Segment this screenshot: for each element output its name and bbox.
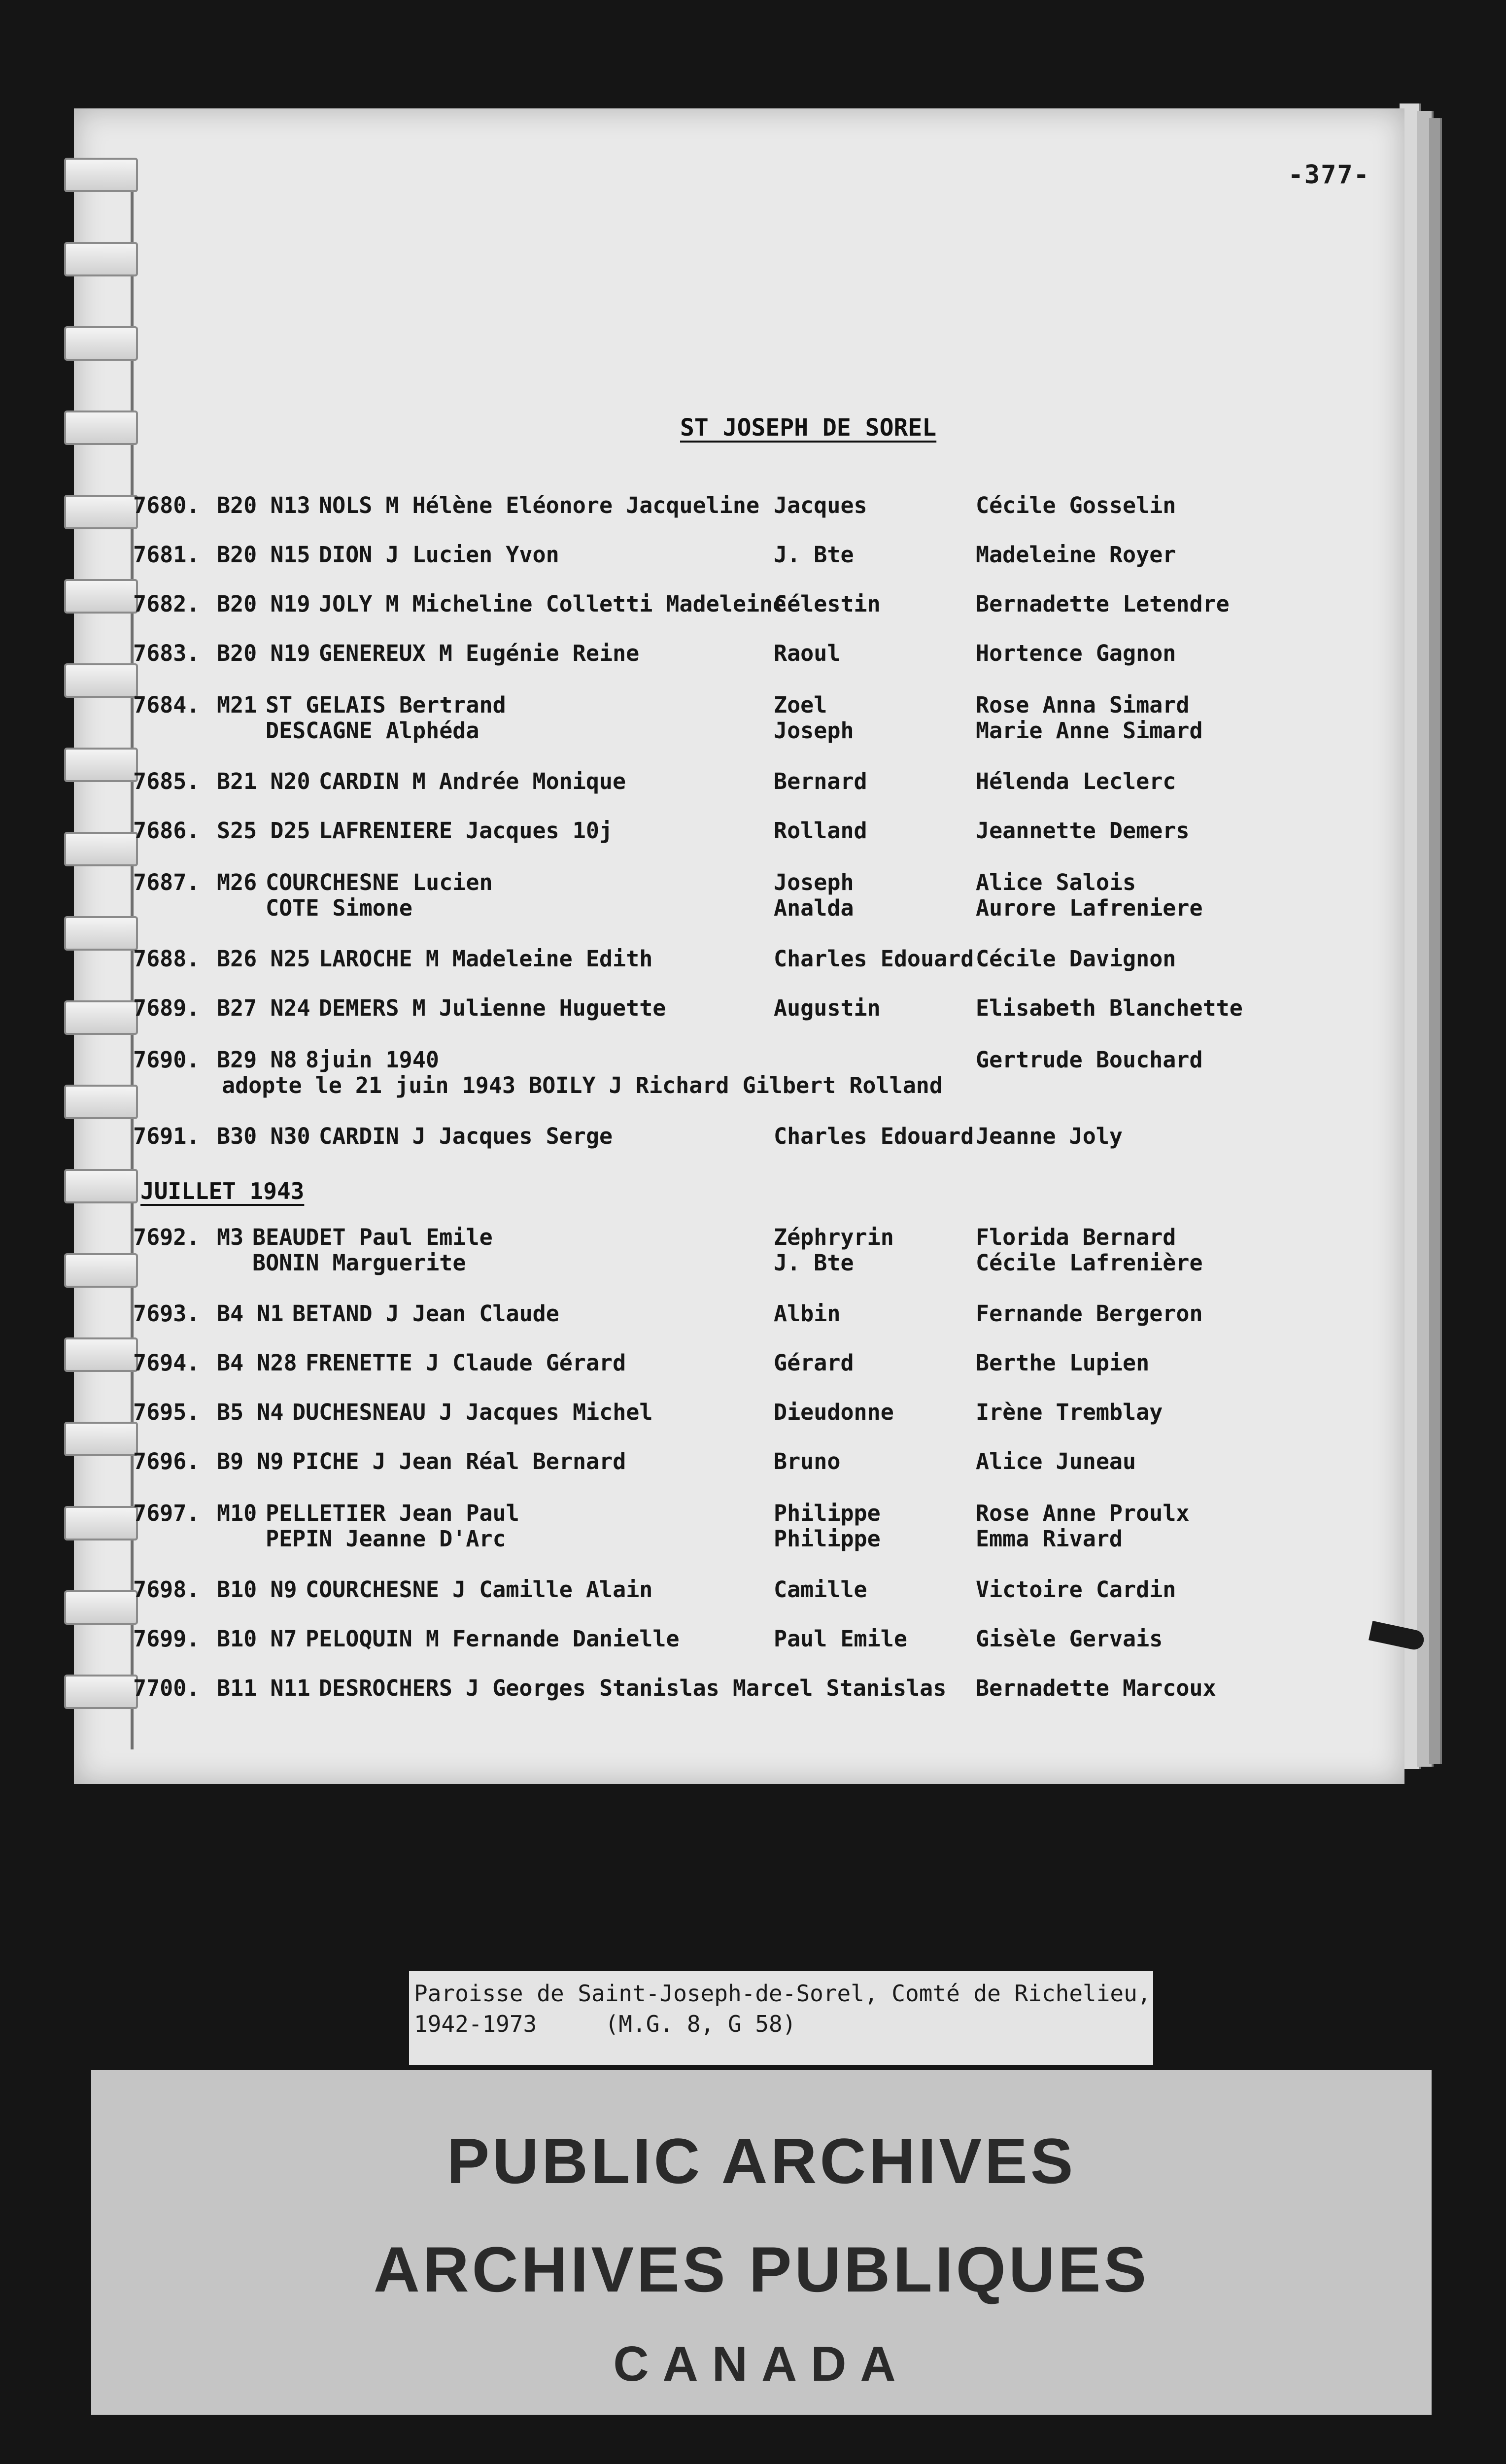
entry-mother: Alice Juneau [976,1448,1136,1474]
register-entry [0,1577,1506,1631]
entry-mother: Madeleine Royer [976,542,1176,568]
entry-number: 7681. [133,542,200,568]
entry-code: M3 [217,1224,244,1250]
entry-number: 7699. [133,1626,200,1652]
archive-caption-slip [409,1971,1153,2065]
archives-card [91,2070,1432,2415]
entry-mother: Cécile Gosselin [976,492,1176,518]
entry-adoption-note: adopte le 21 juin 1943 BOILY J Richard Gilbert Rolland [222,1072,943,1098]
register-entry [0,1626,1506,1680]
entry-mother: Cécile Lafrenière [976,1250,1203,1276]
register-entry [0,769,1506,823]
register-entry [0,1124,1506,1178]
entry-mother: Bernadette Marcoux [976,1675,1216,1701]
entry-number: 7693. [133,1300,200,1327]
parish-heading: ST JOSEPH DE SOREL [680,414,937,442]
entry-mother: Gisèle Gervais [976,1626,1163,1652]
entry-code: M10 [217,1500,257,1526]
archives-title-en: PUBLIC ARCHIVES [446,2125,1076,2197]
register-entry [0,1350,1506,1404]
entry-name: PELLETIER Jean Paul [266,1500,519,1526]
entry-code: B29 N8 [217,1047,297,1073]
register-entry [0,1301,1506,1355]
entry-name: DESROCHERS J Georges Stanislas Marcel Stanislas [319,1675,947,1701]
entry-name: NOLS M Hélène Eléonore Jacqueline [319,492,760,518]
register-entry [0,1400,1506,1454]
entry-father: Zéphryrin [774,1224,894,1250]
entry-father: Célestin [774,591,881,617]
entry-mother: Jeannette Demers [976,818,1190,844]
entry-code: B21 N20 [217,768,310,794]
register-entry [0,641,1506,695]
entry-number: 7689. [133,995,200,1021]
entry-name: PICHE J Jean Réal Bernard [292,1448,626,1474]
entry-father: Bruno [774,1448,841,1474]
entry-name: CARDIN M Andrée Monique [319,768,626,794]
entry-name: ST GELAIS Bertrand [266,692,506,718]
register-entry [0,692,1506,747]
entry-mother: Alice Salois [976,869,1136,895]
entry-code: B27 N24 [217,995,310,1021]
entry-mother: Hortence Gagnon [976,640,1176,666]
entry-father: Philippe [774,1500,881,1526]
page-number: -377- [1288,160,1370,190]
entry-father: Bernard [774,768,867,794]
entry-father: Rolland [774,818,867,844]
entry-code: B20 N13 [217,492,310,518]
entry-mother: Cécile Davignon [976,946,1176,972]
entry-name: CARDIN J Jacques Serge [319,1123,613,1149]
entry-code: S25 D25 [217,818,310,844]
archives-country: CANADA [613,2336,910,2392]
entry-father: Analda [774,895,854,921]
entry-number: 7700. [133,1675,200,1701]
entry-code: B10 N9 [217,1576,297,1603]
entry-code: B10 N7 [217,1626,297,1652]
entry-number: 7680. [133,492,200,518]
entry-mother: Fernande Bergeron [976,1300,1203,1327]
entry-number: 7697. [133,1500,200,1526]
register-entry [0,1047,1506,1101]
entry-father: Joseph [774,718,854,744]
entry-name: BETAND J Jean Claude [292,1300,559,1327]
entry-code: M21 [217,692,257,718]
entry-name: COTE Simone [266,895,413,921]
entry-name: DESCAGNE Alphéda [266,718,479,744]
entry-mother: Irène Tremblay [976,1399,1163,1425]
entry-father: Camille [774,1576,867,1603]
entry-code: B20 N19 [217,591,310,617]
entry-mother: Marie Anne Simard [976,718,1203,744]
entry-number: 7683. [133,640,200,666]
entry-name: COURCHESNE J Camille Alain [306,1576,653,1603]
entry-code: B4 N1 [217,1300,284,1327]
entry-number: 7686. [133,818,200,844]
register-entry [0,946,1506,1000]
entry-father: Charles Edouard [774,1123,974,1149]
entry-name: FRENETTE J Claude Gérard [306,1350,626,1376]
entry-father: Dieudonne [774,1399,894,1425]
caption-line-1: Paroisse de Saint-Joseph-de-Sorel, Comté de Richelieu, [414,1980,1151,2007]
entry-mother: Florida Bernard [976,1224,1176,1250]
entry-number: 7684. [133,692,200,718]
entry-code: M26 [217,869,257,895]
entry-father: Charles Edouard [774,946,974,972]
entry-number: 7688. [133,946,200,972]
register-entry [0,493,1506,547]
archives-title-fr: ARCHIVES PUBLIQUES [373,2233,1150,2305]
entry-name: COURCHESNE Lucien [266,869,493,895]
entry-father: Philippe [774,1526,881,1552]
entry-mother: Emma Rivard [976,1526,1123,1552]
entry-mother: Rose Anne Proulx [976,1500,1190,1526]
register-entry [0,1501,1506,1555]
entry-mother: Aurore Lafreniere [976,895,1203,921]
entry-name: DUCHESNEAU J Jacques Michel [292,1399,653,1425]
entry-name: BONIN Marguerite [252,1250,466,1276]
entry-name: DION J Lucien Yvon [319,542,559,568]
entry-name: LAROCHE M Madeleine Edith [319,946,653,972]
entry-father: Albin [774,1300,841,1327]
entry-number: 7692. [133,1224,200,1250]
entry-mother: Victoire Cardin [976,1576,1176,1603]
register-entry [0,1225,1506,1279]
entry-mother: Berthe Lupien [976,1350,1150,1376]
register-entry [0,591,1506,646]
register-entry [0,1449,1506,1503]
entry-code: B30 N30 [217,1123,310,1149]
register-entry [0,995,1506,1050]
entry-name: GENEREUX M Eugénie Reine [319,640,640,666]
entry-father: Jacques [774,492,867,518]
entry-code: B11 N11 [217,1675,310,1701]
entry-father: Raoul [774,640,841,666]
register-entry [0,1676,1506,1730]
entry-mother: Rose Anna Simard [976,692,1190,718]
entry-mother: Jeanne Joly [976,1123,1123,1149]
entry-number: 7691. [133,1123,200,1149]
entry-code: B4 N28 [217,1350,297,1376]
entry-father: Zoel [774,692,827,718]
entry-father: Joseph [774,869,854,895]
entry-number: 7685. [133,768,200,794]
entry-code: B5 N4 [217,1399,284,1425]
register-entry [0,870,1506,924]
entry-mother: Bernadette Letendre [976,591,1230,617]
entry-number: 7695. [133,1399,200,1425]
entry-father: J. Bte [774,542,854,568]
entry-father: Gérard [774,1350,854,1376]
month-heading: JUILLET 1943 [140,1178,305,1204]
entry-number: 7698. [133,1576,200,1603]
entry-code: B20 N19 [217,640,310,666]
entry-name: BEAUDET Paul Emile [252,1224,493,1250]
entry-code: B9 N9 [217,1448,284,1474]
entry-number: 7687. [133,869,200,895]
entry-father: J. Bte [774,1250,854,1276]
entry-mother: Elisabeth Blanchette [976,995,1243,1021]
caption-line-2: 1942-1973 (M.G. 8, G 58) [414,2011,796,2037]
entry-number: 7690. [133,1047,200,1073]
entry-name: PEPIN Jeanne D'Arc [266,1526,506,1552]
entry-number: 7682. [133,591,200,617]
entry-mother: Hélenda Leclerc [976,768,1176,794]
entry-mother: Gertrude Bouchard [976,1047,1203,1073]
entry-name: LAFRENIERE Jacques 10j [319,818,613,844]
entry-name: JOLY M Micheline Colletti Madeleine [319,591,787,617]
entry-code: B26 N25 [217,946,310,972]
entry-name: DEMERS M Julienne Huguette [319,995,666,1021]
entry-name: 8juin 1940 [306,1047,439,1073]
entry-number: 7696. [133,1448,200,1474]
entry-father: Augustin [774,995,881,1021]
register-entry [0,542,1506,596]
entry-code: B20 N15 [217,542,310,568]
entry-name: PELOQUIN M Fernande Danielle [306,1626,680,1652]
entry-number: 7694. [133,1350,200,1376]
entry-father: Paul Emile [774,1626,907,1652]
register-entry [0,818,1506,872]
